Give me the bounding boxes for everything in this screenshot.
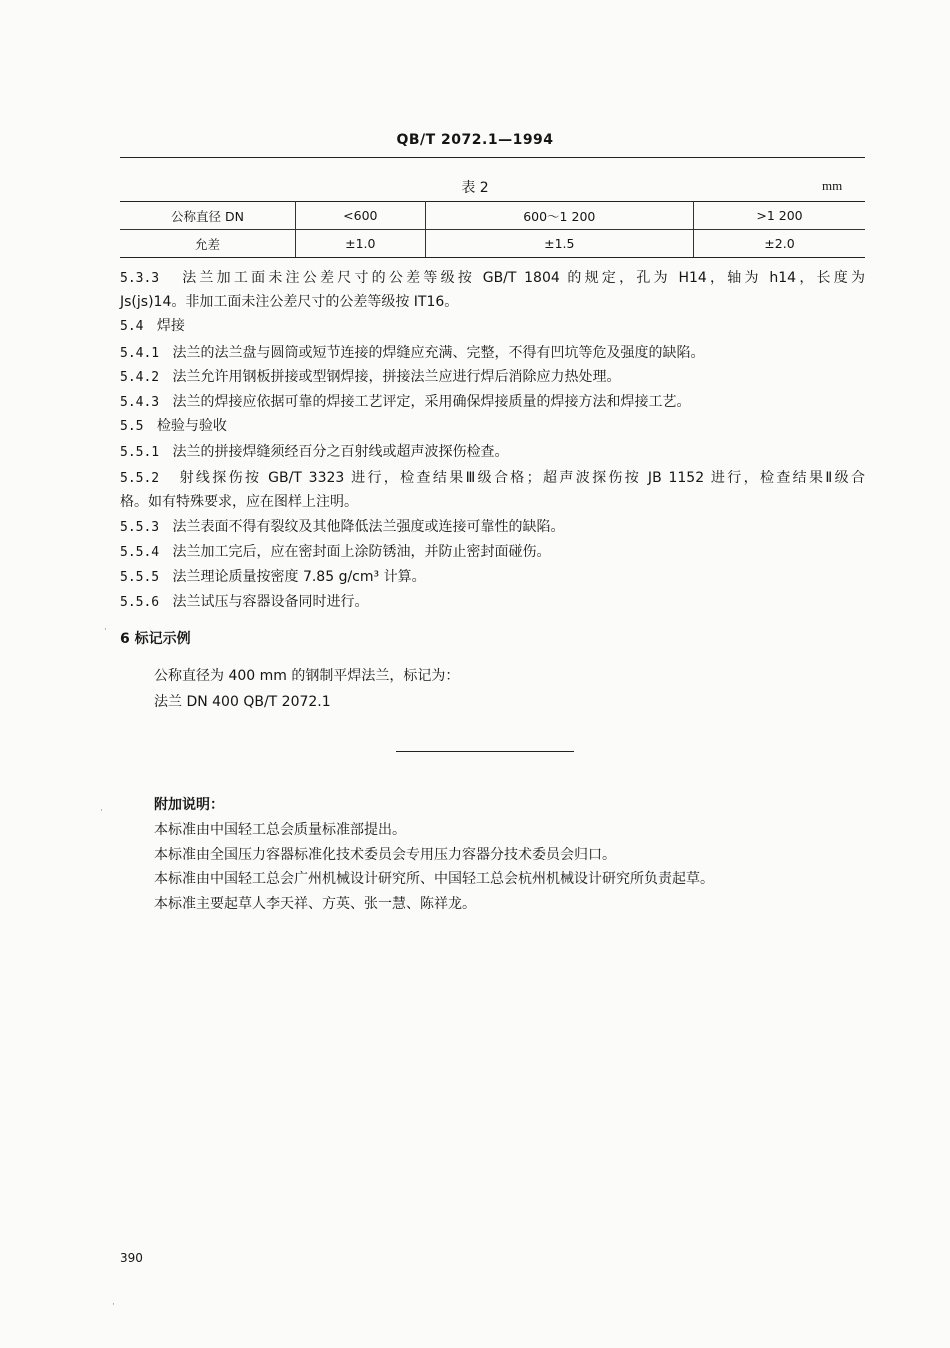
- scan-speck: ·: [112, 1300, 115, 1310]
- clause-5-3-3-line1: [120, 266, 865, 291]
- clause-5-3-3-line2: Js(js)14。非加工面未注公差尺寸的公差等级按 IT16。: [120, 294, 459, 310]
- end-rule: [396, 751, 574, 752]
- scan-speck: ·: [100, 806, 103, 816]
- clause-text: 法兰的法兰盘与圆筒或短节连接的焊缝应充满、完整，不得有凹坑等危及强度的缺陷。: [172, 345, 705, 361]
- clause-5-5-5: [120, 565, 865, 590]
- clause-5-5-1: [120, 440, 865, 465]
- clause-text: 法兰理论质量按密度 7.85 g/cm³ 计算。: [172, 569, 426, 585]
- section-6-heading: 6 标记示例: [120, 631, 191, 647]
- table-cell: <600: [296, 202, 426, 230]
- clause-5-5-2-line1: [120, 466, 865, 491]
- clause-number: 5.4.1: [120, 346, 160, 361]
- clause-text: 法兰试压与容器设备同时进行。: [172, 594, 369, 610]
- clause-number: 5.4: [120, 319, 144, 334]
- scan-speck: ·: [104, 625, 107, 635]
- clause-5-4-1: [120, 341, 865, 366]
- clause-number: 5.5: [120, 419, 144, 434]
- header-rule: [120, 157, 865, 158]
- standard-code: QB/T 2072.1—1994: [396, 132, 554, 148]
- clause-number: 5.4.3: [120, 395, 160, 410]
- appendix-heading: 附加说明：: [154, 797, 224, 813]
- marking-example: 法兰 DN 400 QB/T 2072.1: [154, 694, 331, 710]
- clause-5-4-2: [120, 365, 865, 390]
- table-row: [120, 230, 865, 258]
- clause-number: 5.3.3: [120, 271, 160, 286]
- clause-5-4: [120, 314, 865, 339]
- table-cell: 公称直径 DN: [120, 202, 296, 230]
- clause-5-5: [120, 414, 865, 439]
- clause-text: 射线探伤按 GB/T 3323 进行，检查结果Ⅲ级合格；超声波探伤按 JB 1152 进行，检查结果Ⅱ级合: [179, 470, 865, 486]
- table-unit: mm: [822, 178, 843, 193]
- clause-number: 5.4.2: [120, 370, 160, 385]
- clause-number: 5.5.3: [120, 520, 160, 535]
- clause-5-4-3: [120, 390, 865, 415]
- table-cell: ±1.0: [296, 230, 426, 258]
- clause-5-5-3: [120, 515, 865, 540]
- table-cell: >1 200: [693, 202, 865, 230]
- marking-intro: 公称直径为 400 mm 的钢制平焊法兰，标记为：: [154, 668, 460, 684]
- tolerance-table: [120, 201, 865, 258]
- clause-text: 法兰加工面未注公差尺寸的公差等级按 GB/T 1804 的规定，孔为 H14，轴为 h14，长度为: [182, 270, 865, 286]
- clause-number: 5.5.5: [120, 570, 160, 585]
- clause-text: 检验与验收: [156, 418, 227, 434]
- page-number: 390: [120, 1251, 143, 1265]
- clause-5-5-4: [120, 540, 865, 565]
- appendix-line: 本标准由中国轻工总会质量标准部提出。: [154, 822, 406, 838]
- table-cell: ±2.0: [693, 230, 865, 258]
- clause-number: 5.5.6: [120, 595, 160, 610]
- clause-text: 法兰的焊接应依据可靠的焊接工艺评定，采用确保焊接质量的焊接方法和焊接工艺。: [172, 394, 691, 410]
- clause-text: 法兰表面不得有裂纹及其他降低法兰强度或连接可靠性的缺陷。: [172, 519, 565, 535]
- appendix-line: 本标准由中国轻工总会广州机械设计研究所、中国轻工总会杭州机械设计研究所负责起草。: [154, 871, 714, 887]
- clause-text: 法兰加工完后，应在密封面上涂防锈油，并防止密封面碰伤。: [172, 544, 551, 560]
- appendix-line: 本标准由全国压力容器标准化技术委员会专用压力容器分技术委员会归口。: [154, 847, 616, 863]
- clause-number: 5.5.1: [120, 445, 160, 460]
- clause-number: 5.5.2: [120, 471, 160, 486]
- table-cell: 允差: [120, 230, 296, 258]
- clause-number: 5.5.4: [120, 545, 160, 560]
- appendix-line: 本标准主要起草人李天祥、方英、张一慧、陈祥龙。: [154, 896, 476, 912]
- table-cell: 600～1 200: [425, 202, 693, 230]
- clause-text: 法兰的拼接焊缝须经百分之百射线或超声波探伤检查。: [172, 444, 509, 460]
- clause-text: 焊接: [156, 318, 185, 334]
- clause-5-5-2-line2: 格。如有特殊要求，应在图样上注明。: [120, 494, 358, 510]
- table-row: [120, 202, 865, 230]
- clause-5-5-6: [120, 590, 865, 615]
- clause-text: 法兰允许用钢板拼接或型钢焊接，拼接法兰应进行焊后消除应力热处理。: [172, 369, 621, 385]
- table-cell: ±1.5: [425, 230, 693, 258]
- table-title: 表 2: [461, 180, 489, 196]
